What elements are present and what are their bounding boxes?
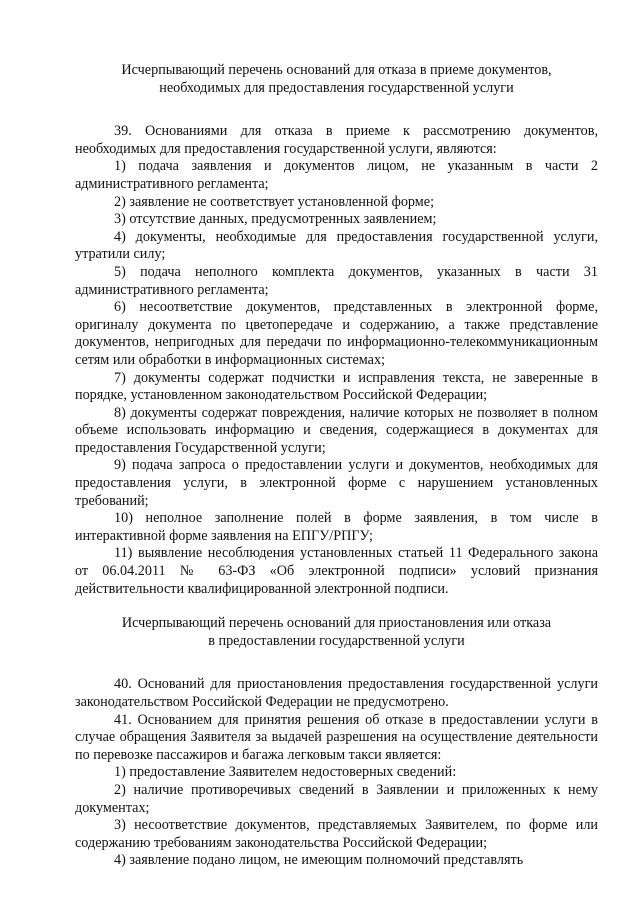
list-item-10: 10) неполное заполнение полей в форме заявления, в том числе в интерактивной форме заявления на ЕПГУ/РПГУ; xyxy=(75,510,598,544)
heading-line: Исчерпывающий перечень оснований для приостановления или отказа xyxy=(121,615,552,632)
list-item-7: 7) документы содержат подчистки и исправления текста, не заверенные в порядке, установленном законодательством Российской Федерации; xyxy=(75,369,598,404)
list-item-4: 4) заявление подано лицом, не имеющим полномочий представлять xyxy=(114,852,524,869)
heading-line: Исчерпывающий перечень оснований для отказа в приеме документов, xyxy=(121,62,552,78)
document-body xyxy=(75,62,598,870)
heading-line: в предоставлении государственной услуги xyxy=(208,632,465,649)
paragraph-41: 41. Основанием для принятия решения об отказе в предоставлении услуги в случае обращения Заявителя за выдачей разрешения на осуществление деятельности по перевозке пассажиров и багажа легковым такси является: xyxy=(75,711,598,763)
list-item-2: 2) заявление не соответствует установленной форме; xyxy=(114,193,435,210)
list-item-9: 9) подача запроса о предоставлении услуги и документов, необходимых для предоставления услуги, в электронной форме с нарушением установленных требований; xyxy=(75,457,598,509)
list-item-1: 1) предоставление Заявителем недостоверных сведений: xyxy=(114,764,457,781)
list-item-8: 8) документы содержат повреждения, наличие которых не позволяет в полном объеме использовать информацию и сведения, содержащиеся в документах для предоставления Государственной услуги; xyxy=(75,404,598,456)
heading-line: необходимых для предоставления государственной услуги xyxy=(159,79,514,96)
spacer xyxy=(75,650,598,676)
spacer xyxy=(75,97,598,123)
list-item-5: 5) подача неполного комплекта документов, указанных в части 31 административного регламента; xyxy=(75,263,598,298)
list-item-2: 2) наличие противоречивых сведений в Заявлении и приложенных к нему документах; xyxy=(75,781,598,816)
list-item-3: 3) несоответствие документов, представляемых Заявителем, по форме или содержанию требованиям законодательства Российской Федерации; xyxy=(75,817,598,851)
list-item-6: 6) несоответствие документов, представленных в электронной форме, оригиналу документа по цветопередаче и содержанию, а также представление документов, непригодных для передачи по информационно-телекоммуникационным сетям или обработки в информационных системах; xyxy=(75,299,598,368)
paragraph-39: 39. Основаниями для отказа в приеме к рассмотрению документов, необходимых для предоставления государственной услуги, являются: xyxy=(75,123,598,157)
spacer xyxy=(75,598,598,615)
list-item-1: 1) подача заявления и документов лицом, не указанным в части 2 административного регламента; xyxy=(75,158,598,192)
section-heading-suspension-refusal xyxy=(75,615,598,650)
list-item-4: 4) документы, необходимые для предоставления государственной услуги, утратили силу; xyxy=(75,228,598,263)
list-item-11: 11) выявление несоблюдения установленных статьей 11 Федерального закона от 06.04.2011 № 63-ФЗ «Об электронной подписи» условий признания действительности квалифицированной электронной подписи. xyxy=(75,545,598,597)
section-heading-refusal-acceptance xyxy=(75,62,598,97)
list-item-3: 3) отсутствие данных, предусмотренных заявлением; xyxy=(114,211,437,228)
paragraph-40: 40. Оснований для приостановления предоставления государственной услуги законодательством Российской Федерации не предусмотрено. xyxy=(75,676,598,710)
